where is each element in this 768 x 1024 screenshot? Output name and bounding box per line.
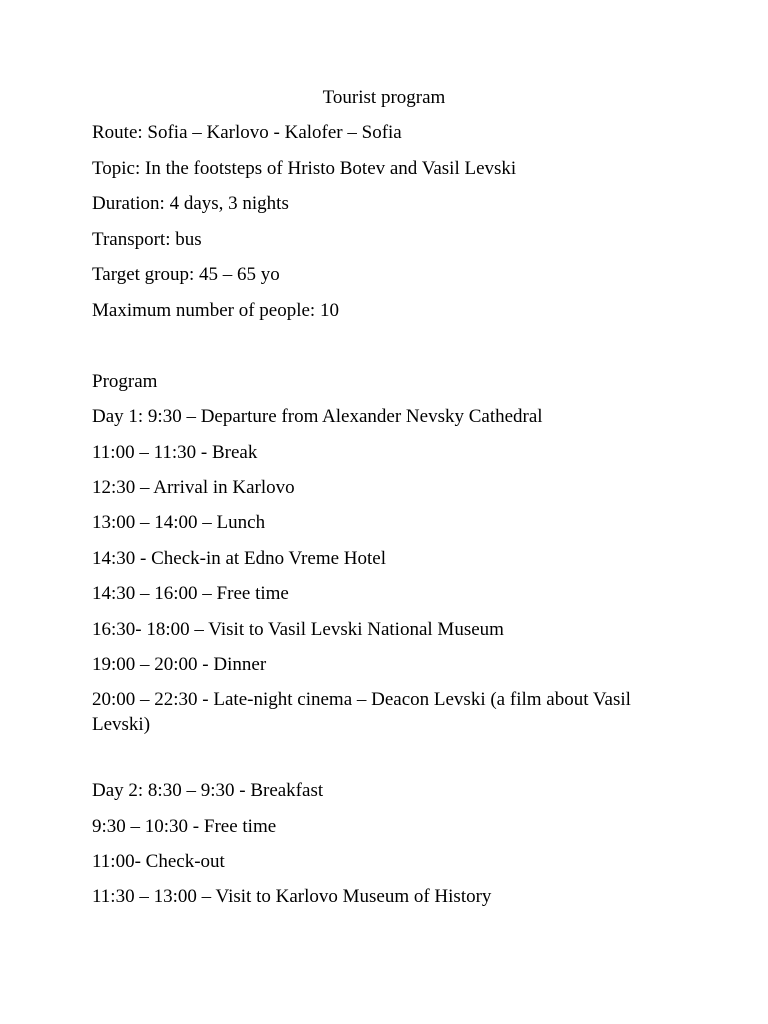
duration-line: Duration: 4 days, 3 nights (92, 193, 289, 214)
day1-item: 12:30 – Arrival in Karlovo (92, 477, 295, 498)
day1-item: Day 1: 9:30 – Departure from Alexander Nevsky Cathedral (92, 406, 543, 427)
document-title: Tourist program (322, 87, 446, 108)
route-line: Route: Sofia – Karlovo - Kalofer – Sofia (92, 122, 402, 143)
day1-item: 16:30- 18:00 – Visit to Vasil Levski National Museum (92, 619, 504, 640)
day1-item: 20:00 – 22:30 - Late-night cinema – Deacon Levski (a film about Vasil Levski) (92, 689, 631, 735)
day2-item: Day 2: 8:30 – 9:30 - Breakfast (92, 780, 324, 801)
target-group-line: Target group: 45 – 65 yo (92, 264, 280, 285)
day1-item: 13:00 – 14:00 – Lunch (92, 512, 266, 533)
day1-item: 19:00 – 20:00 - Dinner (92, 654, 267, 675)
day2-item: 9:30 – 10:30 - Free time (92, 816, 277, 837)
day1-item: 11:00 – 11:30 - Break (92, 442, 258, 463)
day2-item: 11:00- Check-out (92, 851, 225, 872)
topic-line: Topic: In the footsteps of Hristo Botev and Vasil Levski (92, 158, 517, 179)
transport-line: Transport: bus (92, 229, 202, 250)
day2-item: 11:30 – 13:00 – Visit to Karlovo Museum of History (92, 886, 492, 907)
max-people-line: Maximum number of people: 10 (92, 300, 339, 321)
program-heading: Program (92, 371, 158, 392)
day1-item: 14:30 – 16:00 – Free time (92, 583, 289, 604)
day1-item: 14:30 - Check-in at Edno Vreme Hotel (92, 548, 386, 569)
